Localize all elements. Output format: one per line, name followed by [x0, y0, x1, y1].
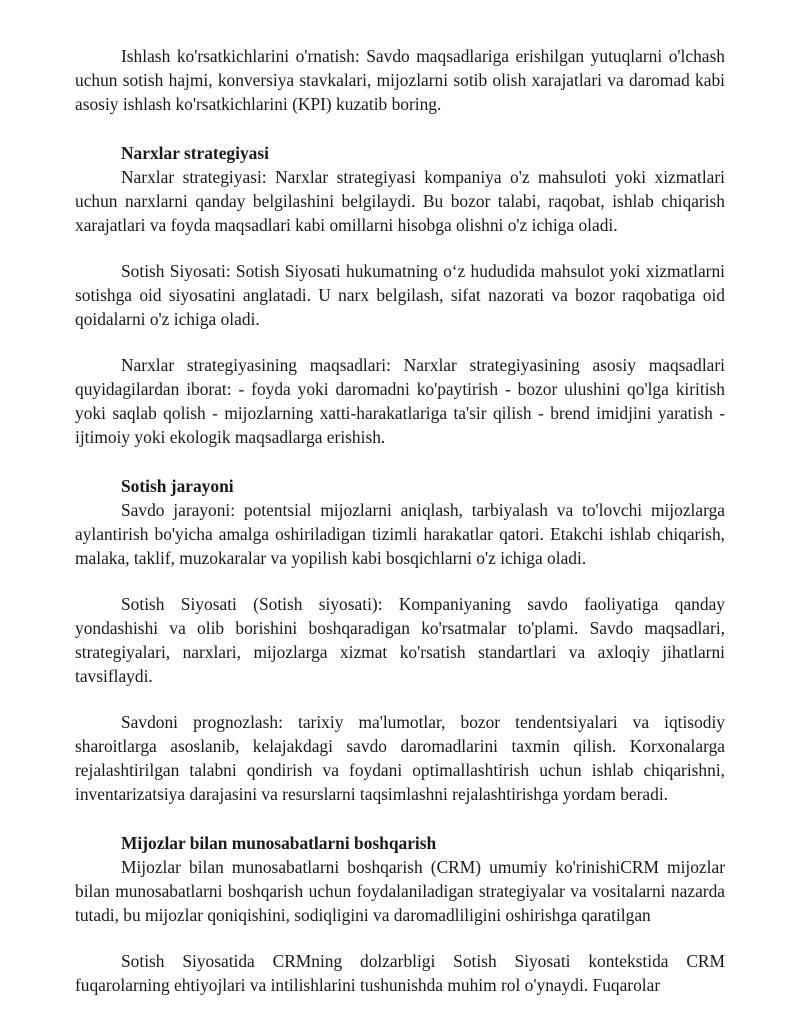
heading-crm: Mijozlar bilan munosabatlarni boshqarish [121, 833, 437, 853]
paragraph-sotish-siyosati: Sotish Siyosati: Sotish Siyosati hukumatning o‘z hududida mahsulot yoki xizmatlarni sotishga oid siyosatini anglatadi. U narx belgilash, sifat nazorati va bozor raqobatiga oid qoidalarni o'z ichiga oladi. [75, 261, 725, 329]
document-page [75, 44, 725, 997]
paragraph-sotish-siyosati-2: Sotish Siyosati (Sotish siyosati): Kompaniyaning savdo faoliyatiga qanday yondashishi va olib borishini boshqaradigan ko'rsatmalar to'plami. Savdo maqsadlari, strategiyalari, narxlari, mijozlarga xizmat ko'rsatish standartlari va axloqiy jihatlarni tavsiflaydi. [75, 594, 725, 686]
heading-narxlar-strategiyasi: Narxlar strategiyasi [121, 143, 269, 163]
paragraph-narxlar-maqsadlari: Narxlar strategiyasining maqsadlari: Narxlar strategiyasining asosiy maqsadlari quyidagilardan iborat: - foyda yoki daromadni ko'paytirish - bozor ulushini qo'lga kiritish yoki saqlab qolish - mijozlarning xatti-harakatlariga ta'sir qilish - brend imidjini yaratish - ijtimoiy yoki ekologik maqsadlarga erishish. [75, 355, 725, 447]
heading-sotish-jarayoni: Sotish jarayoni [121, 476, 234, 496]
paragraph-kpi: Ishlash ko'rsatkichlarini o'rnatish: Savdo maqsadlariga erishilgan yutuqlarni o'lchash uchun sotish hajmi, konversiya stavkalari, mijozlarni sotib olish xarajatlari va daromad kabi asosiy ishlash ko'rsatkichlarini (KPI) kuzatib boring. [75, 46, 725, 114]
paragraph-crm-overview: Mijozlar bilan munosabatlarni boshqarish (CRM) umumiy ko'rinishiCRM mijozlar bilan munosabatlarni boshqarish uchun foydalaniladigan strategiyalar va vositalarni nazarda tutadi, bu mijozlar qoniqishini, sodiqligini va daromadliligini oshirishga qaratilgan [75, 857, 725, 925]
paragraph-narxlar-strategiyasi: Narxlar strategiyasi: Narxlar strategiyasi kompaniya o'z mahsuloti yoki xizmatlari uchun narxlarni qanday belgilashini belgilaydi. Bu bozor talabi, raqobat, ishlab chiqarish xarajatlari va foyda maqsadlari kabi omillarni hisobga olishni o'z ichiga oladi. [75, 167, 725, 235]
paragraph-crm-relevance: Sotish Siyosatida CRMning dolzarbligi Sotish Siyosati kontekstida CRM fuqarolarning ehtiyojlari va intilishlarini tushunishda muhim rol o'ynaydi. Fuqarolar [75, 951, 725, 995]
paragraph-savdo-jarayoni: Savdo jarayoni: potentsial mijozlarni aniqlash, tarbiyalash va to'lovchi mijozlarga aylantirish bo'yicha amalga oshiriladigan tizimli harakatlar qatori. Etakchi ishlab chiqarish, malaka, taklif, muzokaralar va yopilish kabi bosqichlarni o'z ichiga oladi. [75, 500, 725, 568]
paragraph-savdoni-prognozlash: Savdoni prognozlash: tarixiy ma'lumotlar, bozor tendentsiyalari va iqtisodiy sharoitlarga asoslanib, kelajakdagi savdo daromadlarini taxmin qilish. Korxonalarga rejalashtirilgan talabni qondirish va foydani optimallashtirish uchun ishlab chiqarishni, inventarizatsiya darajasini va resurslarni taqsimlashni rejalashtirishga yordam beradi. [75, 712, 725, 804]
